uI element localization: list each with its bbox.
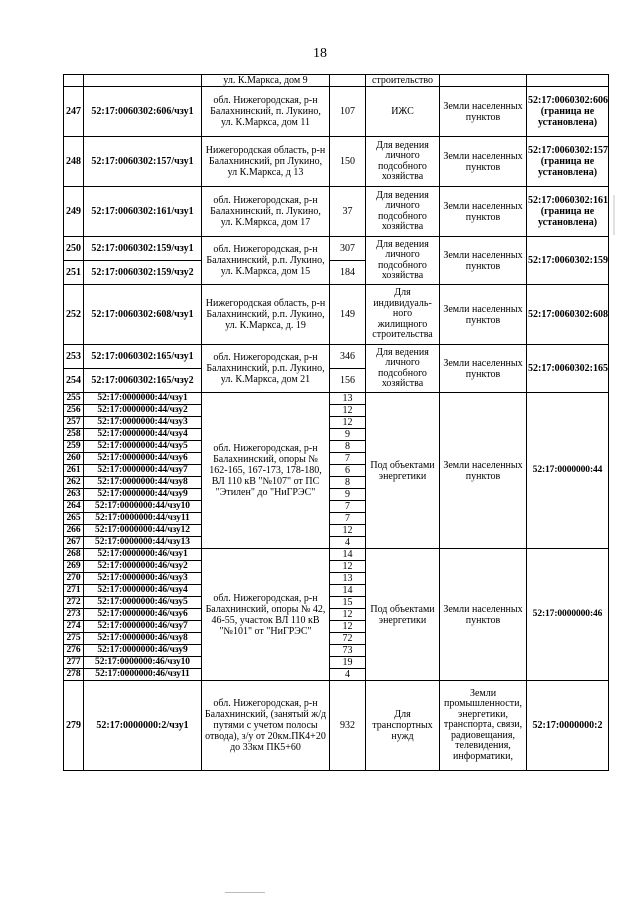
cadastral-number: 52:17:0060302:157/чзу1: [84, 137, 202, 187]
cadastral-number: 52:17:0000000:44/чзу2: [84, 405, 202, 417]
row-number: 261: [64, 465, 84, 477]
cadastral-number: 52:17:0060302:159/чзу2: [84, 261, 202, 285]
address-cell: обл. Нижегородская, р-н Балахнинский, р.п. Лукино, ул. К.Маркса, дом 15: [202, 237, 330, 285]
parent-parcel: 52:17:0000000:2: [527, 681, 609, 771]
cadastral-number: 52:17:0000000:46/чзу4: [84, 585, 202, 597]
row-number: 278: [64, 669, 84, 681]
cadastral-number: 52:17:0000000:46/чзу9: [84, 645, 202, 657]
cadastral-number: 52:17:0060302:165/чзу2: [84, 369, 202, 393]
table-row: [64, 75, 609, 87]
area-cell: 150: [330, 137, 366, 187]
cadastral-number: 52:17:0000000:44/чзу11: [84, 513, 202, 525]
row-number: 267: [64, 537, 84, 549]
category-cell: Земли населенных пунктов: [440, 345, 527, 393]
row-number: 257: [64, 417, 84, 429]
parent-parcel: 52:17:0060302:165: [527, 345, 609, 393]
cadastral-number: 52:17:0000000:44/чзу3: [84, 417, 202, 429]
row-number: 270: [64, 573, 84, 585]
row-number: 276: [64, 645, 84, 657]
row-number: 262: [64, 477, 84, 489]
row-number: 279: [64, 681, 84, 771]
cadastral-number: 52:17:0000000:44/чзу8: [84, 477, 202, 489]
cadastral-number: 52:17:0060302:161/чзу1: [84, 187, 202, 237]
area-cell: 307: [330, 237, 366, 261]
address-cell: обл. Нижегородская, р-н Балахнинский, р.п. Лукино, ул. К.Маркса, дом 21: [202, 345, 330, 393]
row-number: 274: [64, 621, 84, 633]
area-cell: 184: [330, 261, 366, 285]
address-cell: обл. Нижегородская, р-н Балахнинский, опоры № 162-165, 167-173, 178-180, ВЛ 110 кВ "№107" от ПС "Этилен" до "НиГРЭС": [202, 393, 330, 549]
row-number: 256: [64, 405, 84, 417]
use-cell: Для ведения личного подсобного хозяйства: [366, 137, 440, 187]
cadastral-number: 52:17:0000000:44/чзу10: [84, 501, 202, 513]
cadastral-number: 52:17:0000000:44/чзу13: [84, 537, 202, 549]
area-cell: 12: [330, 609, 366, 621]
use-cell: Для ведения личного подсобного хозяйства: [366, 237, 440, 285]
row-number: 258: [64, 429, 84, 441]
cadastral-number: 52:17:0000000:46/чзу6: [84, 609, 202, 621]
table-row: [64, 285, 609, 345]
area-cell: 12: [330, 561, 366, 573]
cadastral-number: 52:17:0000000:46/чзу7: [84, 621, 202, 633]
cadastral-number: 52:17:0000000:46/чзу5: [84, 597, 202, 609]
cadastral-number: 52:17:0060302:606/чзу1: [84, 87, 202, 137]
area-cell: 346: [330, 345, 366, 369]
area-cell: 7: [330, 501, 366, 513]
table-row: [64, 137, 609, 187]
area-cell: 9: [330, 429, 366, 441]
parent-parcel: 52:17:0060302:608: [527, 285, 609, 345]
area-cell: 8: [330, 441, 366, 453]
area-cell: 19: [330, 657, 366, 669]
category-cell: Земли промышленности, энергетики, транспорта, связи, радиовещания, телевидения, информатики,: [440, 681, 527, 771]
row-number: 252: [64, 285, 84, 345]
category-cell: Земли населенных пунктов: [440, 549, 527, 681]
table-row: [64, 87, 609, 137]
use-cell: Для транспортных нужд: [366, 681, 440, 771]
cadastral-number: 52:17:0000000:2/чзу1: [84, 681, 202, 771]
area-cell: 12: [330, 621, 366, 633]
table-row: [64, 549, 609, 561]
table-row: [64, 237, 609, 261]
use-cell: Под объектами энергетики: [366, 549, 440, 681]
category-cell: Земли населенных пунктов: [440, 187, 527, 237]
row-number: 263: [64, 489, 84, 501]
area-cell: 7: [330, 453, 366, 465]
row-number: 273: [64, 609, 84, 621]
address-cell: обл. Нижегородская, р-н Балахнинский, п. Лукино, ул. К.Мяркса, дом 17: [202, 187, 330, 237]
row-number: 249: [64, 187, 84, 237]
area-cell: 932: [330, 681, 366, 771]
area-cell: 14: [330, 585, 366, 597]
parent-parcel: 52:17:0060302:157 (граница не установлена): [527, 137, 609, 187]
area-cell: 73: [330, 645, 366, 657]
address-cell: Нижегородская область, р-н Балахнинский, рп Лукино, ул К.Маркса, д 13: [202, 137, 330, 187]
row-number: 247: [64, 87, 84, 137]
table-row: [64, 681, 609, 771]
cadastral-number: 52:17:0060302:608/чзу1: [84, 285, 202, 345]
parent-parcel: 52:17:0060302:606 (граница не установлена): [527, 87, 609, 137]
use-cell: ИЖС: [366, 87, 440, 137]
area-cell: 6: [330, 465, 366, 477]
cadastral-number: 52:17:0000000:44/чзу7: [84, 465, 202, 477]
scan-artifact: [225, 892, 265, 893]
use-cell: строительство: [366, 75, 440, 87]
cadastral-number: 52:17:0000000:46/чзу8: [84, 633, 202, 645]
use-cell: Для ведения личного подсобного хозяйства: [366, 345, 440, 393]
cadastral-number: 52:17:0060302:165/чзу1: [84, 345, 202, 369]
area-cell: 9: [330, 489, 366, 501]
land-plots-table: [63, 74, 609, 771]
row-number: 264: [64, 501, 84, 513]
cadastral-number: 52:17:0000000:44/чзу12: [84, 525, 202, 537]
category-cell: Земли населенных пунктов: [440, 237, 527, 285]
row-number: 255: [64, 393, 84, 405]
area-cell: 8: [330, 477, 366, 489]
area-cell: 4: [330, 669, 366, 681]
category-cell: Земли населенных пунктов: [440, 87, 527, 137]
row-number: 271: [64, 585, 84, 597]
row-number: 250: [64, 237, 84, 261]
row-number: 254: [64, 369, 84, 393]
row-number: 266: [64, 525, 84, 537]
use-cell: Для индивидуаль-ного жилищного строительства: [366, 285, 440, 345]
area-cell: 37: [330, 187, 366, 237]
area-cell: 4: [330, 537, 366, 549]
cadastral-number: 52:17:0000000:44/чзу1: [84, 393, 202, 405]
use-cell: Под объектами энергетики: [366, 393, 440, 549]
area-cell: 13: [330, 393, 366, 405]
row-number: 277: [64, 657, 84, 669]
page-number: 18: [313, 46, 327, 61]
cadastral-number: 52:17:0000000:46/чзу1: [84, 549, 202, 561]
address-cell: Нижегородская область, р-н Балахнинский, р.п. Лукино, ул. К.Маркса, д. 19: [202, 285, 330, 345]
row-number: 268: [64, 549, 84, 561]
area-cell: 12: [330, 525, 366, 537]
row-number: 251: [64, 261, 84, 285]
area-cell: 15: [330, 597, 366, 609]
scan-artifact: [613, 195, 615, 235]
address-cell: обл. Нижегородская, р-н Балахнинский, п. Лукино, ул. К.Маркса, дом 11: [202, 87, 330, 137]
area-cell: 12: [330, 405, 366, 417]
address-cell: ул. К.Маркса, дом 9: [202, 75, 330, 87]
row-number: 272: [64, 597, 84, 609]
row-number: 259: [64, 441, 84, 453]
row-number: 275: [64, 633, 84, 645]
cadastral-number: 52:17:0000000:44/чзу5: [84, 441, 202, 453]
cadastral-number: 52:17:0000000:46/чзу2: [84, 561, 202, 573]
area-cell: 107: [330, 87, 366, 137]
table-row: [64, 393, 609, 405]
row-number: 260: [64, 453, 84, 465]
area-cell: 149: [330, 285, 366, 345]
area-cell: 12: [330, 417, 366, 429]
address-cell: обл. Нижегородская, р-н Балахнинский, (занятый ж/д путями с учетом полосы отвода), з/у от 20км.ПК4+20 до 33км ПК5+60: [202, 681, 330, 771]
area-cell: 13: [330, 573, 366, 585]
row-number: 269: [64, 561, 84, 573]
parent-parcel: 52:17:0060302:161 (граница не установлена): [527, 187, 609, 237]
category-cell: Земли населенных пунктов: [440, 137, 527, 187]
table-row: [64, 187, 609, 237]
row-number: 253: [64, 345, 84, 369]
row-number: 248: [64, 137, 84, 187]
row-number: 265: [64, 513, 84, 525]
address-cell: обл. Нижегородская, р-н Балахнинский, опоры № 42, 46-55, участок ВЛ 110 кВ "№101" от "НиГРЭС": [202, 549, 330, 681]
cadastral-number: 52:17:0000000:46/чзу10: [84, 657, 202, 669]
cadastral-number: 52:17:0000000:46/чзу3: [84, 573, 202, 585]
cadastral-number: 52:17:0000000:44/чзу6: [84, 453, 202, 465]
parent-parcel: 52:17:0000000:46: [527, 549, 609, 681]
cadastral-number: 52:17:0000000:46/чзу11: [84, 669, 202, 681]
cadastral-number: 52:17:0060302:159/чзу1: [84, 237, 202, 261]
area-cell: 72: [330, 633, 366, 645]
area-cell: 7: [330, 513, 366, 525]
area-cell: 156: [330, 369, 366, 393]
cadastral-number: 52:17:0000000:44/чзу9: [84, 489, 202, 501]
use-cell: Для ведения личного подсобного хозяйства: [366, 187, 440, 237]
area-cell: 14: [330, 549, 366, 561]
category-cell: Земли населенных пунктов: [440, 285, 527, 345]
cadastral-number: 52:17:0000000:44/чзу4: [84, 429, 202, 441]
parent-parcel: 52:17:0060302:159: [527, 237, 609, 285]
parent-parcel: 52:17:0000000:44: [527, 393, 609, 549]
table-row: [64, 345, 609, 369]
category-cell: Земли населенных пунктов: [440, 393, 527, 549]
